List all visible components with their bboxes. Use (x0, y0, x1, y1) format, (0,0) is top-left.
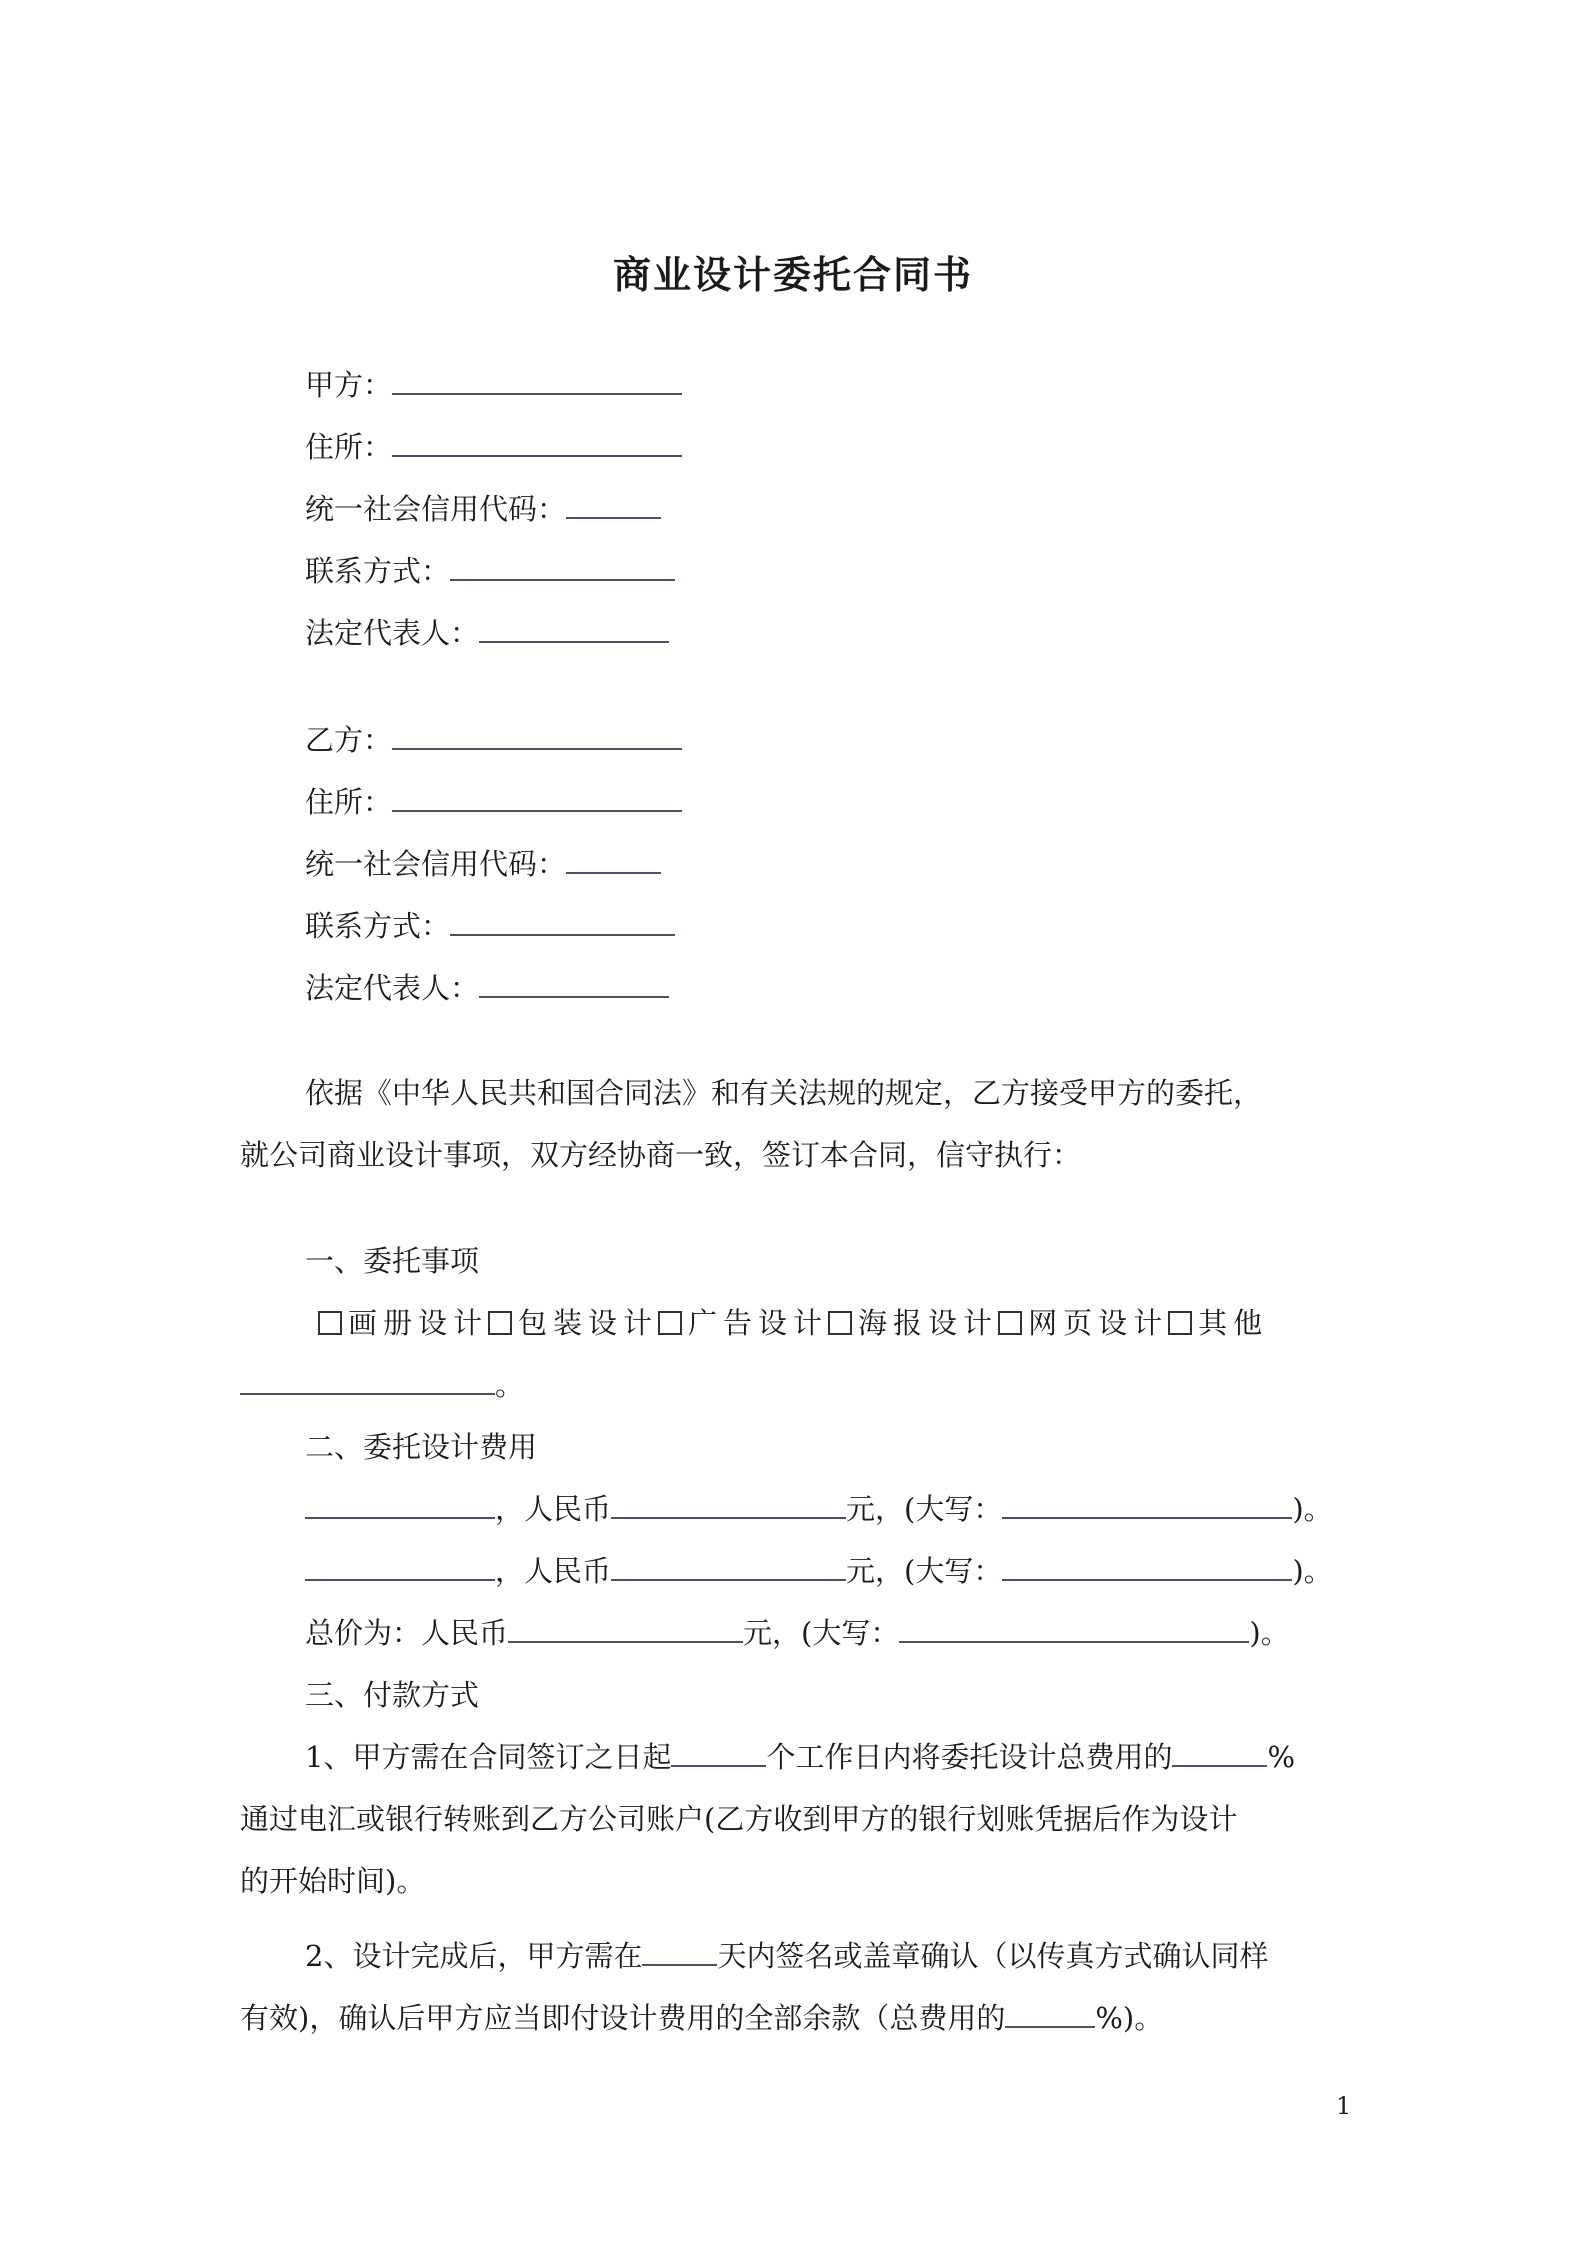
other-specify-blank[interactable] (240, 1365, 495, 1395)
party-a-address-label: 住所： (305, 430, 393, 464)
party-b-address-field (305, 782, 682, 822)
party-b-legal-rep-field (305, 968, 669, 1008)
preamble-line-2: 就公司商业设计事项，双方经协商一致，签订本合同，信守执行： (240, 1138, 1082, 1172)
party-b-contact-field (305, 906, 675, 946)
payment-clause-1-part-b: 个工作日内将委托设计总费用的 (766, 1740, 1173, 1774)
fee-total-amount-blank[interactable] (508, 1613, 743, 1643)
design-type-options (318, 1303, 1268, 1343)
fee-total-yuan: 元，(大写： (743, 1616, 900, 1650)
section-2-heading: 二、委托设计费用 (305, 1430, 538, 1464)
party-a-credit-code-field (305, 489, 661, 529)
party-b-name-blank[interactable] (392, 720, 682, 750)
checkbox-brochure[interactable] (318, 1311, 342, 1335)
party-a-name-label: 甲方： (305, 368, 393, 402)
payment-clause-2-line-2-part-b: %)。 (1095, 2001, 1164, 2035)
payment-clause-2-line-2-part-a: 有效)，确认后甲方应当即付设计费用的全部余款（总费用的 (240, 2001, 1006, 2035)
party-a-legal-rep-blank[interactable] (479, 613, 669, 643)
fee-row-2-capital-blank[interactable] (1002, 1551, 1292, 1581)
party-a-name-field (305, 365, 682, 405)
party-b-contact-label: 联系方式： (305, 909, 451, 943)
party-b-credit-code-blank[interactable] (566, 844, 661, 874)
fee-row-2-yuan: 元，(大写： (846, 1554, 1003, 1588)
other-specify-end: 。 (495, 1368, 525, 1402)
party-b-contact-blank[interactable] (450, 906, 675, 936)
party-a-contact-blank[interactable] (450, 551, 675, 581)
fee-row-1-item-blank[interactable] (305, 1489, 495, 1519)
option-poster-label: 海报设计 (858, 1306, 999, 1340)
confirm-days-blank[interactable] (642, 1936, 717, 1966)
party-a-address-field (305, 427, 682, 467)
party-b-name-label: 乙方： (305, 723, 393, 757)
fee-row-2-close: )。 (1292, 1554, 1333, 1588)
fee-row-2-amount-blank[interactable] (611, 1551, 846, 1581)
payment-clause-1-line-2: 通过电汇或银行转账到乙方公司账户(乙方收到甲方的银行划账凭据后作为设计 (240, 1802, 1238, 1836)
balance-percent-blank[interactable] (1005, 1998, 1095, 2028)
payment-clause-1-part-c: % (1267, 1740, 1296, 1774)
checkbox-packaging[interactable] (488, 1311, 512, 1335)
fee-row-1-rmb: ，人民币 (495, 1492, 612, 1526)
option-webpage-label: 网页设计 (1028, 1306, 1169, 1340)
party-b-name-field (305, 720, 682, 760)
fee-row-2 (305, 1551, 1333, 1591)
payment-clause-1-line-1 (305, 1737, 1295, 1777)
page-number: 1 (1336, 2092, 1352, 2120)
option-other-label: 其他 (1198, 1306, 1269, 1340)
fee-total-row (305, 1613, 1290, 1653)
option-brochure-label: 画册设计 (348, 1306, 489, 1340)
option-advertising-label: 广告设计 (688, 1306, 829, 1340)
payment-clause-1-line-3: 的开始时间)。 (240, 1864, 426, 1898)
party-a-legal-rep-field (305, 613, 669, 653)
party-a-credit-code-blank[interactable] (566, 489, 661, 519)
payment-percent-blank[interactable] (1172, 1737, 1267, 1767)
fee-row-1 (305, 1489, 1333, 1529)
section-1-heading: 一、委托事项 (305, 1244, 480, 1278)
option-packaging-label: 包装设计 (518, 1306, 659, 1340)
party-b-legal-rep-label: 法定代表人： (305, 971, 480, 1005)
party-a-credit-code-label: 统一社会信用代码： (305, 492, 567, 526)
fee-total-capital-blank[interactable] (899, 1613, 1249, 1643)
party-b-legal-rep-blank[interactable] (479, 968, 669, 998)
checkbox-advertising[interactable] (658, 1311, 682, 1335)
party-a-contact-field (305, 551, 675, 591)
payment-clause-2-line-1 (305, 1936, 1268, 1976)
party-a-name-blank[interactable] (392, 365, 682, 395)
party-b-address-blank[interactable] (392, 782, 682, 812)
party-a-address-blank[interactable] (392, 427, 682, 457)
fee-row-1-capital-blank[interactable] (1002, 1489, 1292, 1519)
payment-days-blank[interactable] (671, 1737, 766, 1767)
party-a-contact-label: 联系方式： (305, 554, 451, 588)
party-b-address-label: 住所： (305, 785, 393, 819)
document-title: 商业设计委托合同书 (612, 252, 973, 297)
checkbox-poster[interactable] (828, 1311, 852, 1335)
fee-total-label: 总价为：人民币 (305, 1616, 509, 1650)
preamble-line-1: 依据《中华人民共和国合同法》和有关法规的规定，乙方接受甲方的委托， (305, 1076, 1263, 1110)
checkbox-webpage[interactable] (998, 1311, 1022, 1335)
party-a-legal-rep-label: 法定代表人： (305, 616, 480, 650)
payment-clause-2-part-b: 天内签名或盖章确认（以传真方式确认同样 (717, 1939, 1269, 1973)
party-b-credit-code-field (305, 844, 661, 884)
payment-clause-1-part-a: 1、甲方需在合同签订之日起 (305, 1740, 672, 1774)
payment-clause-2-part-a: 2、设计完成后，甲方需在 (305, 1939, 643, 1973)
payment-clause-2-line-2 (240, 1998, 1163, 2038)
fee-row-1-amount-blank[interactable] (611, 1489, 846, 1519)
fee-row-1-yuan: 元，(大写： (846, 1492, 1003, 1526)
fee-row-2-item-blank[interactable] (305, 1551, 495, 1581)
party-b-credit-code-label: 统一社会信用代码： (305, 847, 567, 881)
fee-row-1-close: )。 (1292, 1492, 1333, 1526)
checkbox-other[interactable] (1168, 1311, 1192, 1335)
section-3-heading: 三、付款方式 (305, 1678, 480, 1712)
fee-row-2-rmb: ，人民币 (495, 1554, 612, 1588)
fee-total-close: )。 (1249, 1616, 1290, 1650)
other-specify-field (240, 1365, 524, 1405)
